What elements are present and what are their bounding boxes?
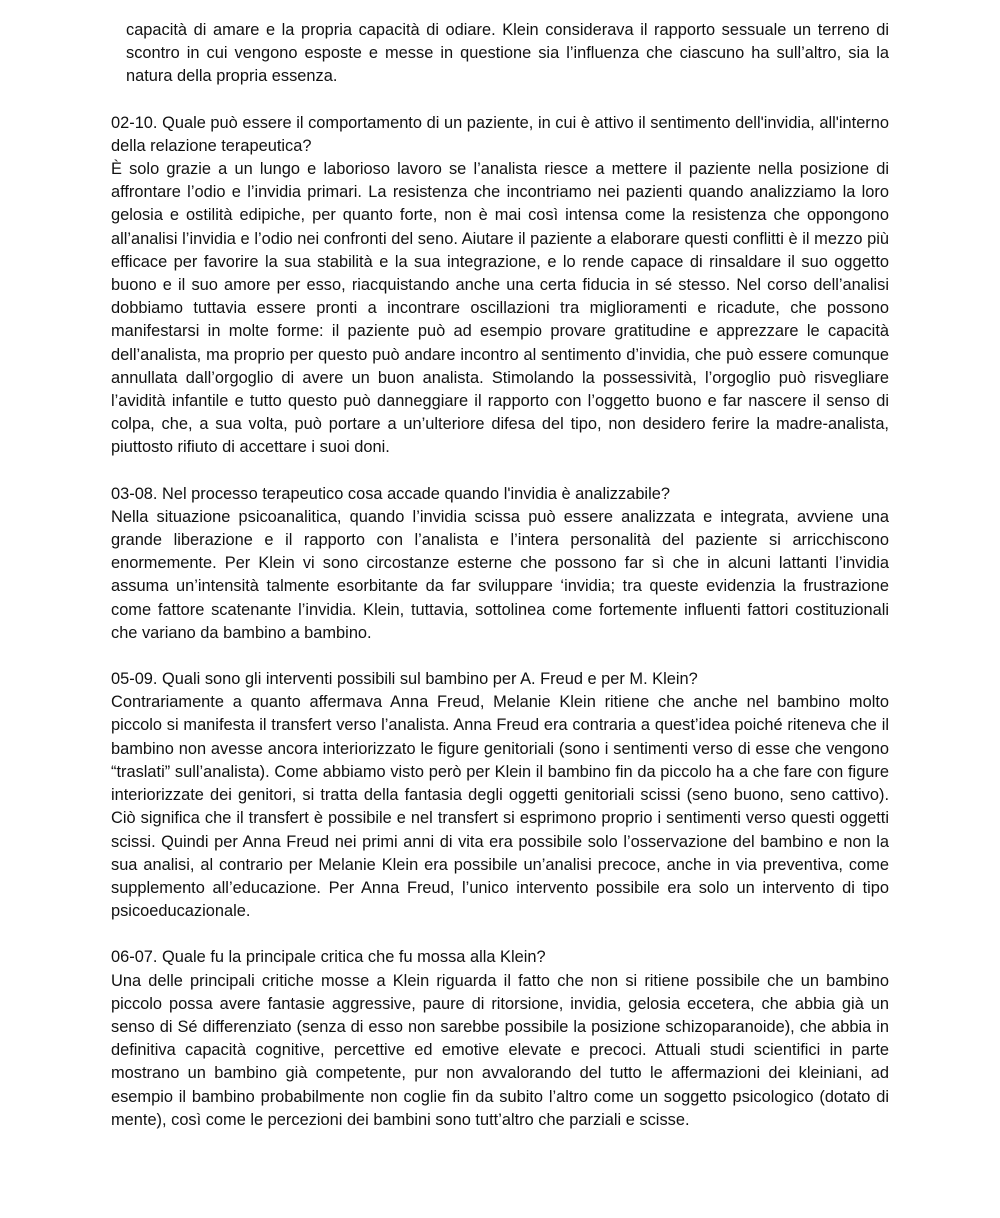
question-03-08: 03-08. Nel processo terapeutico cosa accade quando l'invidia è analizzabile? — [111, 484, 670, 503]
paragraph-spacer — [111, 645, 889, 668]
question-02-10: 02-10. Quale può essere il comportamento di un paziente, in cui è attivo il sentimento dell'invidia, all'interno della relazione terapeutica? — [111, 113, 889, 155]
paragraph-spacer — [111, 923, 889, 946]
question-06-07: 06-07. Quale fu la principale critica che fu mossa alla Klein? — [111, 948, 546, 967]
intro-continuation-paragraph: capacità di amare e la propria capacità di odiare. Klein considerava il rapporto sessuale un terreno di scontro in cui vengono esposte e messe in questione sia l’influenza che ciascuno ha sull’altro, sia la natura della propria essenza. — [126, 21, 889, 86]
question-05-09: 05-09. Quali sono gli interventi possibili sul bambino per A. Freud e per M. Klein? — [111, 670, 698, 689]
paragraph-spacer — [111, 89, 889, 112]
answer-02-10: È solo grazie a un lungo e laborioso lavoro se l’analista riesce a mettere il paziente nella posizione di affrontare l’odio e l’invidia primari. La resistenza che incontriamo nei pazienti quando analizziamo la loro gelosia e ostilità edipiche, per quanto forte, non è mai così intensa come la resistenza che oppongono all’analisi l’invidia e l’odio nei confronti del seno. Aiutare il paziente a elaborare questi conflitti è il mezzo più efficace per favorire la sua stabilità e la sua integrazione, e lo rende capace di rinsaldare il suo oggetto buono e il suo amore per esso, riacquistando anche una certa fiducia in sé stesso. Nel corso dell’analisi dobbiamo tuttavia essere pronti a incontrare oscillazioni tra miglioramenti e ricadute, che possono manifestarsi in molte forme: il paziente può ad esempio provare gratitudine e apprezzare le capacità dell’analista, ma proprio per questo può andare incontro al sentimento d’invidia, che può essere comunque annullata dall’orgoglio di avere un buon analista. Stimolando la possessività, l’orgoglio può risvegliare l’avidità infantile e tutto questo può danneggiare il rapporto con l’oggetto buono e far nascere il senso di colpa, che, a sua volta, può portare a un’ulteriore difesa del tipo, non desidero ferire la madre-analista, piuttosto rifiuto di accettare i suoi doni. — [111, 160, 889, 457]
answer-06-07: Una delle principali critiche mosse a Klein riguarda il fatto che non si ritiene possibile che un bambino piccolo possa avere fantasie aggressive, paure di ritorsione, invidia, gelosia eccetera, che abbia già un senso di Sé differenziato (senza di esso non sarebbe possibile la posizione schizoparanoide), che abbia in definitiva capacità cognitive, percettive ed emotive elevate e precoci. Attuali studi scientifici in parte mostrano un bambino già competente, pur non avvalorando del tutto le affermazioni dei kleiniani, ad esempio il bambino probabilmente non coglie fin da subito l’altro come un soggetto psicologico (dotato di mente), così come le percezioni dei bambini sono tutt’altro che parziali e scisse. — [111, 971, 889, 1129]
paragraph-spacer — [111, 460, 889, 483]
answer-05-09: Contrariamente a quanto affermava Anna Freud, Melanie Klein ritiene che anche nel bambino molto piccolo si manifesta il transfert verso l’analista. Anna Freud era contraria a quest’idea poiché riteneva che il bambino non avesse ancora interiorizzato le figure genitoriali (sono i sentimenti verso di esse che vengono “traslati” sull’analista). Come abbiamo visto però per Klein il bambino fin da piccolo ha a che fare con figure interiorizzate dei genitori, si tratta della fantasia degli oggetti genitoriali scissi (seno buono, seno cattivo). Ciò significa che il transfert è possibile e nel transfert si esprimono proprio i sentimenti verso questi oggetti scissi. Quindi per Anna Freud nei primi anni di vita era possibile solo l’osservazione del bambino e non la sua analisi, al contrario per Melanie Klein era possibile un’analisi precoce, anche in via preventiva, come supplemento all’educazione. Per Anna Freud, l’unico intervento possibile era solo un intervento di tipo psicoeducazionale. — [111, 693, 889, 921]
qa-section-02-10 — [111, 112, 889, 460]
answer-03-08: Nella situazione psicoanalitica, quando l’invidia scissa può essere analizzata e integrata, avviene una grande liberazione e il rapporto con l’analista e l’intera personalità del paziente si arricchiscono enormemente. Per Klein vi sono circostanze esterne che possono far sì che in alcuni lattanti l’invidia assuma un’intensità talmente esorbitante da far sviluppare ‘invidia; tra queste evidenzia la frustrazione come fattore scatenante l’invidia. Klein, tuttavia, sottolinea come fortemente influenti fattori costituzionali che variano da bambino a bambino. — [111, 507, 889, 642]
document-page — [111, 19, 889, 1132]
qa-section-05-09 — [111, 668, 889, 923]
qa-section-06-07 — [111, 946, 889, 1132]
qa-section-03-08 — [111, 483, 889, 645]
